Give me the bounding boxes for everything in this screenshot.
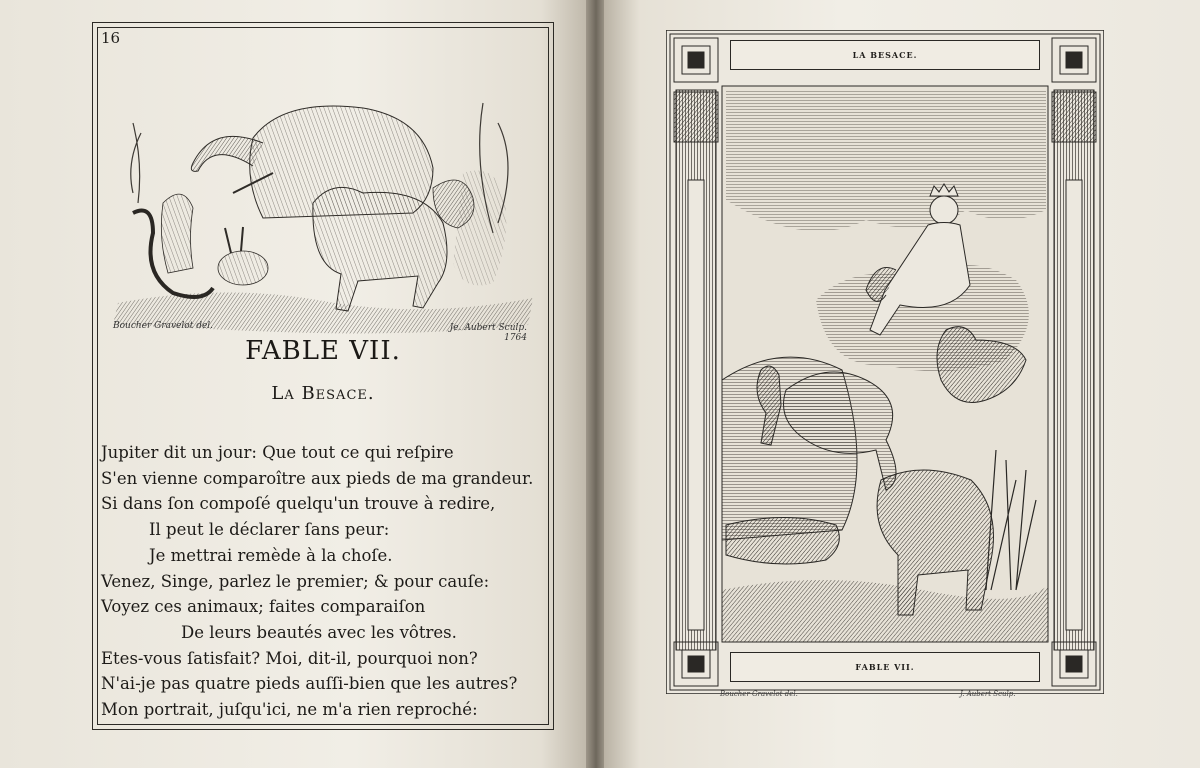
page-number: 16 [101,29,121,47]
poem-line: S'en vienne comparoître aux pieds de ma grandeur. [101,468,534,488]
animal-vignette-engraving [103,63,543,343]
poem-line: N'ai-je pas quatre pieds auſſi-bien que les autres? [101,674,518,694]
poem-line: Il peut le déclarer ſans peur: [149,520,390,540]
poem-line: Si dans ſon compoſé quelqu'un trouve à redire, [101,494,496,514]
plate-credit-left: Boucher Gravelot del. [720,690,798,698]
poem-line: Venez, Singe, parlez le premier; & pour cauſe: [101,571,490,591]
text-page-frame [92,22,554,730]
engraving-credit-left: Boucher Gravelot del. [113,321,214,331]
jupiter-plate-engraving [666,30,1104,694]
plate-bottom-caption: FABLE VII. [730,652,1040,682]
poem-text [101,440,541,723]
poem-line: Mon portrait, juſqu'ici, ne m'a rien reproché: [101,700,478,720]
fable-number-heading: FABLE VII. [245,336,401,366]
poem-line: Voyez ces animaux; faites comparaiſon [101,597,426,617]
engraving-credit-right: Je. Aubert Sculp. 1764 [449,323,527,343]
poem-line: De leurs beautés avec les vôtres. [181,622,457,642]
poem-line: Etes-vous ſatisfait? Moi, dit-il, pourquoi non? [101,648,478,668]
fable-title-heading: La Besace. [271,383,375,404]
plate-credit-right: J. Aubert Sculp. [960,690,1016,698]
poem-line: Jupiter dit un jour: Que tout ce qui reſpire [101,443,454,462]
poem-line: Je mettrai remède à la choſe. [149,545,393,565]
book-gutter [586,0,606,768]
plate-top-caption: LA BESACE. [730,40,1040,70]
